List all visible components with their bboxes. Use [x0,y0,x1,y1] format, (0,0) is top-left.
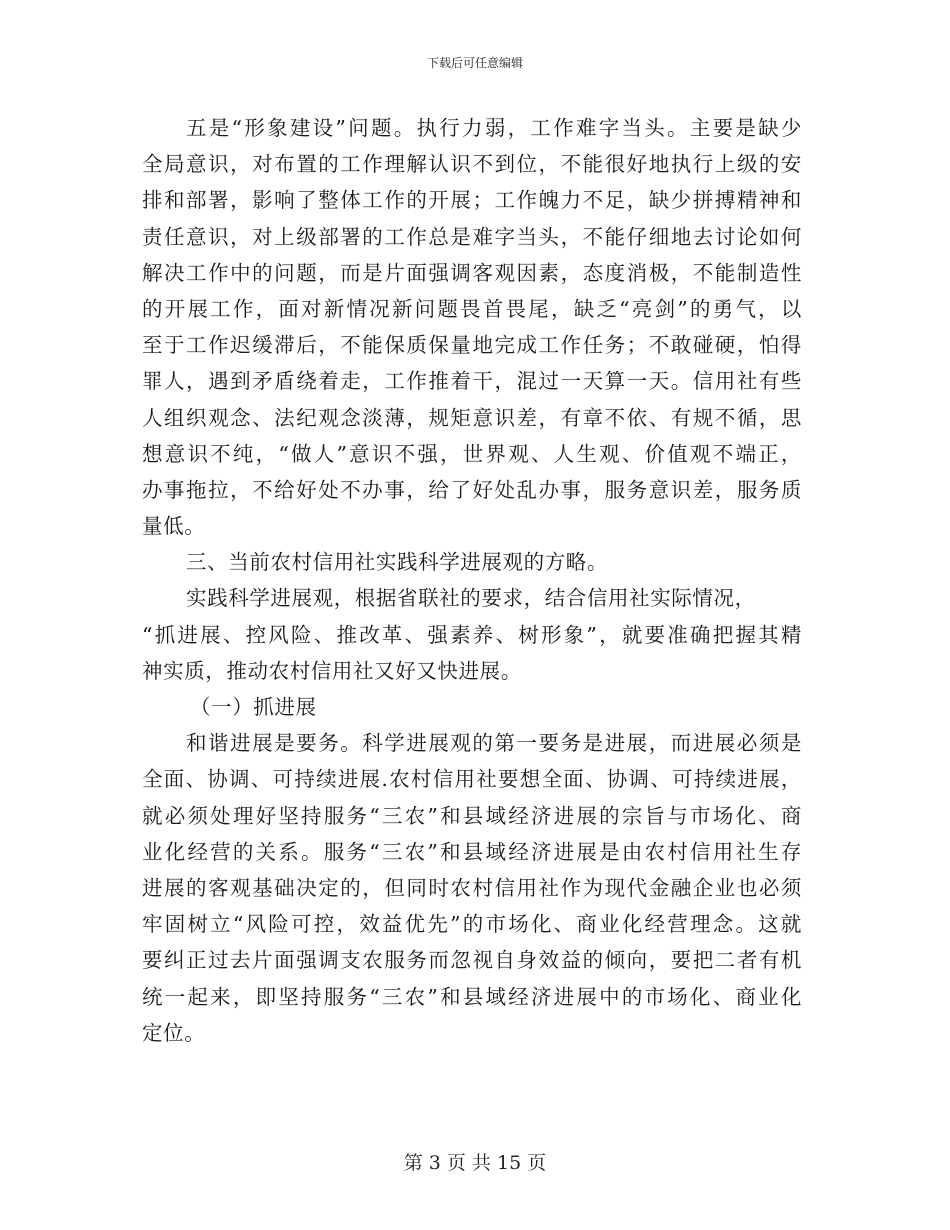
paragraph-line: 罪人，遇到矛盾绕着走，工作推着干，混过一天算一天。信用社有些 [142,369,802,394]
paragraph-line: 定位。 [142,1020,206,1045]
paragraph-line: 责任意识，对上级部署的工作总是难字当头，不能仔细地去讨论如何 [142,224,802,249]
paragraph-line: 五是“形象建设”问题。执行力弱，工作难字当头。主要是缺少 [186,116,802,140]
paragraph-line: 统一起来，即坚持服务“三农”和县域经济进展中的市场化、商业化 [142,984,802,1009]
paragraph-line: 业化经营的关系。服务“三农”和县域经济进展是由农村信用社生存 [142,839,802,864]
paragraph-line: 进展的客观基础决定的，但同时农村信用社作为现代金融企业也必须 [142,875,802,900]
paragraph-line: 人组织观念、法纪观念淡薄，规矩意识差，有章不依、有规不循，思 [142,405,802,430]
paragraph-line: 实践科学进展观，根据省联社的要求，结合信用社实际情况， [186,586,756,611]
paragraph-line: 想意识不纯，“做人”意识不强，世界观、人生观、价值观不端正， [142,441,802,466]
paragraph-line: 量低。 [142,514,206,539]
paragraph-line: 和谐进展是要务。科学进展观的第一要务是进展，而进展必须是 [186,731,802,756]
paragraph-line: 至于工作迟缓滞后，不能保质保量地完成工作任务；不敢碰硬，怕得 [142,333,802,358]
paragraph-line: 排和部署，影响了整体工作的开展；工作魄力不足，缺少拼搏精神和 [142,188,802,213]
page-header: 下载后可任意编辑 [426,56,523,70]
subsection-heading: （一）抓进展 [190,695,317,719]
paragraph-line: “抓进展、控风险、推改革、强素养、树形象”，就要准确把握其精 [142,622,802,647]
section-heading: 三、当前农村信用社实践科学进展观的方略。 [186,550,608,575]
paragraph-line: 全局意识，对布置的工作理解认识不到位，不能很好地执行上级的安 [142,152,802,177]
paragraph-line: 神实质，推动农村信用社又好又快进展。 [142,658,522,683]
paragraph-line: 全面、协调、可持续进展.农村信用社要想全面、协调、可持续进展， [142,767,802,792]
paragraph-line: 办事拖拉，不给好处不办事，给了好处乱办事，服务意识差，服务质 [142,477,802,502]
paragraph-line: 解决工作中的问题，而是片面强调客观因素，态度消极，不能制造性 [142,260,802,285]
paragraph-line: 牢固树立“风险可控，效益优先”的市场化、商业化经营理念。这就 [142,912,802,937]
paragraph-line: 的开展工作，面对新情况新问题畏首畏尾，缺乏“亮剑”的勇气，以 [142,296,802,321]
document-body [142,110,802,1051]
paragraph-line: 就必须处理好坚持服务“三农”和县域经济进展的宗旨与市场化、商 [142,803,802,828]
paragraph-line: 要纠正过去片面强调支农服务而忽视自身效益的倾向，要把二者有机 [142,948,802,973]
page-footer: 第 3 页 共 15 页 [403,1152,547,1174]
